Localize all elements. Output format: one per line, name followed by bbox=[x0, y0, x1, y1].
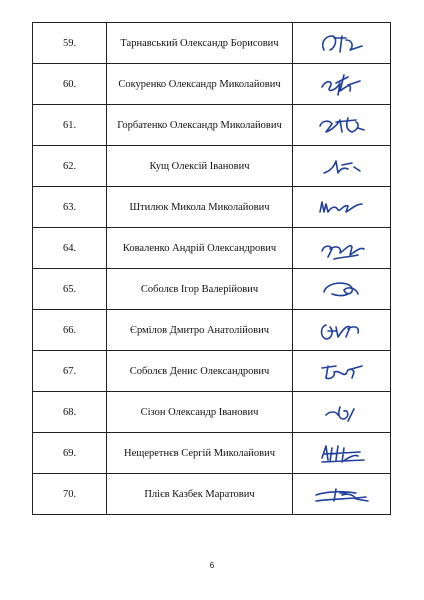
person-name: Сокуренко Олександр Миколайович bbox=[107, 64, 293, 105]
row-number: 63. bbox=[33, 187, 107, 228]
signature-icon bbox=[312, 233, 372, 263]
row-number: 60. bbox=[33, 64, 107, 105]
person-name: Сізон Олександр Іванович bbox=[107, 392, 293, 433]
signature-cell bbox=[293, 269, 391, 310]
signature-icon bbox=[312, 110, 372, 140]
row-number: 59. bbox=[33, 23, 107, 64]
table-row bbox=[33, 187, 391, 228]
table-row bbox=[33, 23, 391, 64]
row-number: 62. bbox=[33, 146, 107, 187]
signature-cell bbox=[293, 105, 391, 146]
person-name: Штилюк Микола Миколайович bbox=[107, 187, 293, 228]
signature-icon bbox=[312, 69, 372, 99]
signature-icon bbox=[312, 28, 372, 58]
row-number: 66. bbox=[33, 310, 107, 351]
table-row bbox=[33, 433, 391, 474]
row-number: 65. bbox=[33, 269, 107, 310]
signature-cell bbox=[293, 474, 391, 515]
signature-cell bbox=[293, 146, 391, 187]
signature-icon bbox=[312, 151, 372, 181]
person-name: Кущ Олексій Іванович bbox=[107, 146, 293, 187]
signature-icon bbox=[312, 274, 372, 304]
signature-icon bbox=[312, 438, 372, 468]
signature-cell bbox=[293, 351, 391, 392]
signature-cell bbox=[293, 310, 391, 351]
person-name: Плієв Казбек Маратович bbox=[107, 474, 293, 515]
table-row bbox=[33, 269, 391, 310]
row-number: 69. bbox=[33, 433, 107, 474]
person-name: Нещеретнєв Сергій Миколайович bbox=[107, 433, 293, 474]
person-name: Єрмілов Дмитро Анатолійович bbox=[107, 310, 293, 351]
table-row bbox=[33, 105, 391, 146]
row-number: 70. bbox=[33, 474, 107, 515]
row-number: 64. bbox=[33, 228, 107, 269]
signature-icon bbox=[312, 356, 372, 386]
signature-icon bbox=[312, 315, 372, 345]
table-row bbox=[33, 228, 391, 269]
row-number: 68. bbox=[33, 392, 107, 433]
table-row bbox=[33, 310, 391, 351]
signature-cell bbox=[293, 64, 391, 105]
table-row bbox=[33, 392, 391, 433]
signature-cell bbox=[293, 187, 391, 228]
person-name: Соболєв Ігор Валерійович bbox=[107, 269, 293, 310]
signature-cell bbox=[293, 23, 391, 64]
signature-icon bbox=[312, 397, 372, 427]
page-number: 6 bbox=[209, 561, 215, 570]
person-name: Коваленко Андрій Олександрович bbox=[107, 228, 293, 269]
signature-cell bbox=[293, 392, 391, 433]
table-row bbox=[33, 351, 391, 392]
signature-table bbox=[32, 22, 391, 515]
signature-cell bbox=[293, 228, 391, 269]
table-row bbox=[33, 146, 391, 187]
person-name: Тарнавський Олександр Борисович bbox=[107, 23, 293, 64]
signature-icon bbox=[312, 479, 372, 509]
signature-cell bbox=[293, 433, 391, 474]
person-name: Соболєв Денис Олександрович bbox=[107, 351, 293, 392]
signature-icon bbox=[312, 192, 372, 222]
table-row bbox=[33, 474, 391, 515]
row-number: 61. bbox=[33, 105, 107, 146]
table-row bbox=[33, 64, 391, 105]
row-number: 67. bbox=[33, 351, 107, 392]
person-name: Горбатенко Олександр Миколайович bbox=[107, 105, 293, 146]
